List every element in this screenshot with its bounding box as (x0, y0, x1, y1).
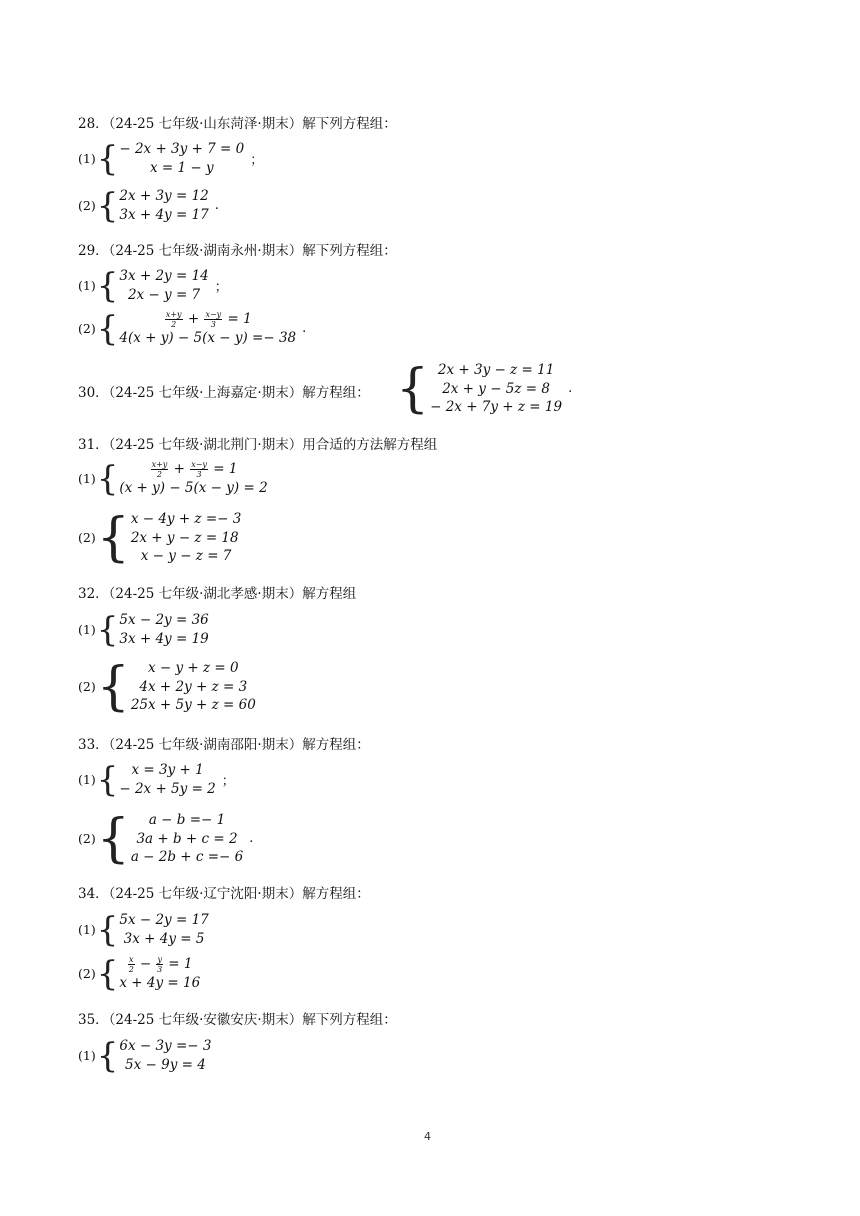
problem-35-part-1: (1) { 6x − 3y =− 3 5x − 9y = 4 (78, 1035, 212, 1076)
problem-29-part-2: (2) { $\frac{x+y}{2}$ + $\frac{x-y}{3}$ = 1 4(x + y) − 5(x − y) =− 38 . (78, 308, 307, 349)
problem-34-part-1: (1) { 5x − 2y = 17 3x + 4y = 5 (78, 909, 209, 950)
problem-33-part-1: (1) { x = 3y + 1 − 2x + 5y = 2 ； (78, 759, 235, 800)
problem-28-heading: 28．（24-25 七年级·山东菏泽·期末）解下列方程组： (78, 116, 397, 132)
problem-28-part-2: (2) { 2x + 3y = 12 3x + 4y = 17 . (78, 185, 219, 226)
problem-29-heading: 29．（24-25 七年级·湖南永州·期末）解下列方程组： (78, 243, 397, 259)
problem-34-part-2: (2) { $\frac{x}{2}$ − $\frac{y}{3}$ = 1 x + 4y = 16 (78, 953, 201, 994)
problem-33-part-2: (2) { a − b =− 1 3a + b + c = 2 a − 2b + c =− 6 . (78, 808, 254, 869)
problem-30-heading: 30．（24-25 七年级·上海嘉定·期末）解方程组： (78, 385, 370, 401)
problem-33-heading: 33．（24-25 七年级·湖南邵阳·期末）解方程组： (78, 737, 370, 753)
problem-34-heading: 34．（24-25 七年级·辽宁沈阳·期末）解方程组： (78, 886, 370, 902)
problem-28-part-1: (1) { − 2x + 3y + 7 = 0 x = 1 − y ； (78, 138, 264, 179)
problem-32-part-2: (2) { x − y + z = 0 4x + 2y + z = 3 25x + 5y + z = 60 (78, 656, 256, 717)
problem-31-heading: 31．（24-25 七年级·湖北荆门·期末）用合适的方法解方程组 (78, 437, 438, 453)
problem-30-system: { 2x + 3y − z = 11 2x + y − 5z = 8 − 2x + 7y + z = 19 . (396, 358, 573, 419)
problem-35-heading: 35．（24-25 七年级·安徽安庆·期末）解下列方程组： (78, 1012, 397, 1028)
problem-31-part-2: (2) { x − 4y + z =− 3 2x + y − z = 18 x − y − z = 7 (78, 507, 242, 568)
page-number: 4 (424, 1130, 431, 1143)
problem-32-heading: 32．（24-25 七年级·湖北孝感·期末）解方程组 (78, 586, 357, 602)
problem-32-part-1: (1) { 5x − 2y = 36 3x + 4y = 19 (78, 609, 209, 650)
problem-31-part-1: (1) { $\frac{x+y}{2}$ + $\frac{x-y}{3}$ = 1 (x + y) − 5(x − y) = 2 (78, 458, 268, 499)
problem-29-part-1: (1) { 3x + 2y = 14 2x − y = 7 ； (78, 265, 228, 306)
